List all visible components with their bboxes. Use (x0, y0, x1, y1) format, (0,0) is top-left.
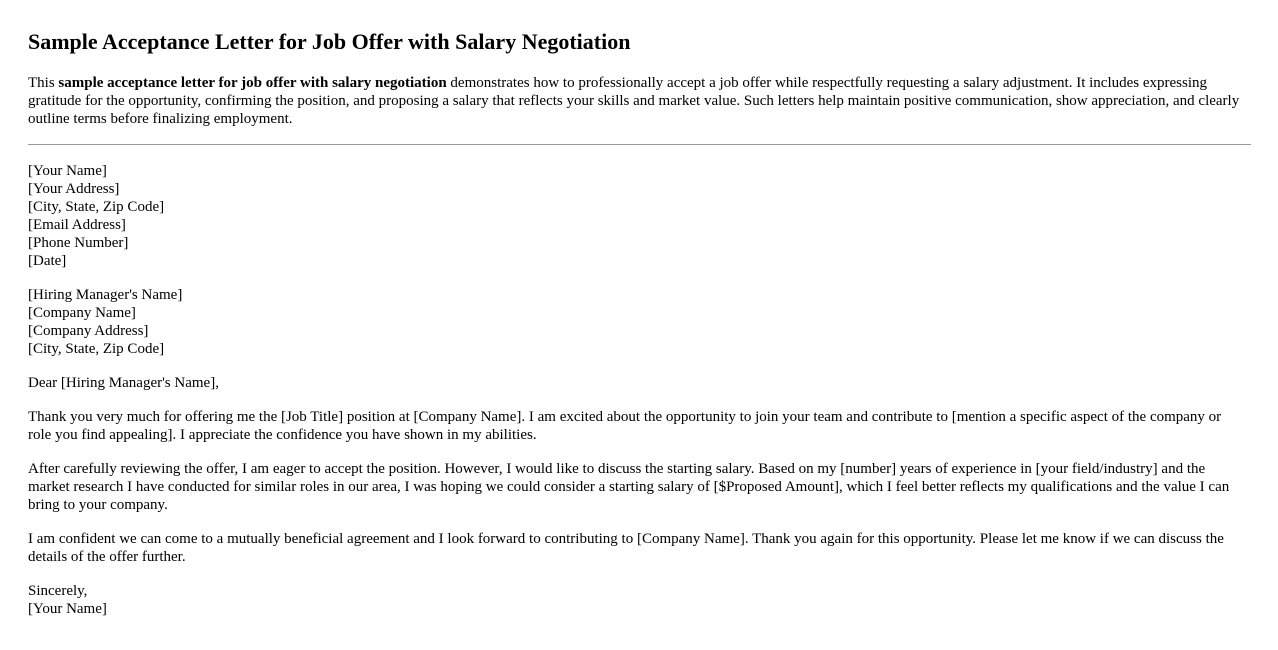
sender-phone: [Phone Number] (28, 235, 129, 251)
letter-paragraph-thanks: Thank you very much for offering me the [Job Title] position at [Company Name]. I am excited about the opportunity to join your team and contribute to [mention a specific aspect of the company or role you find appealing]. I appreciate the confidence you have shown in my abilities. (28, 409, 1222, 443)
intro-rest: demonstrates how to professionally accept a job offer while respectfully requesting a salary adjustment. It includes expressing gratitude for the opportunity, confirming the position, and proposing a salary that reflects your skills and market value. Such letters help maintain positive communication, show appreciation, and clearly outline terms before finalizing employment. (28, 75, 1240, 127)
sender-city-state-zip: [City, State, Zip Code] (28, 199, 165, 215)
recipient-company-address: [Company Address] (28, 323, 149, 339)
sender-email: [Email Address] (28, 217, 126, 233)
letter-paragraph-negotiation: After carefully reviewing the offer, I am eager to accept the position. However, I would like to discuss the starting salary. Based on my [number] years of experience in [your field/industry] and the market research I have conducted for similar roles in our area, I was hoping we could consider a starting salary of [$Proposed Amount], which I feel better reflects my qualifications and the value I can bring to your company. (28, 461, 1230, 513)
letter-body (28, 162, 1250, 618)
letter-paragraph-closing: I am confident we can come to a mutually beneficial agreement and I look forward to contributing to [Company Name]. Thank you again for this opportunity. Please let me know if we can discuss the details of the offer further. (28, 531, 1224, 565)
letter-date: [Date] (28, 253, 67, 269)
section-divider (28, 144, 1251, 145)
sender-address: [Your Address] (28, 181, 120, 197)
salutation: Dear [Hiring Manager's Name], (28, 375, 219, 391)
sender-address-block (28, 162, 1250, 270)
signature-name: [Your Name] (28, 601, 107, 617)
intro-bold-phrase: sample acceptance letter for job offer with salary negotiation (58, 75, 447, 91)
page-title: Sample Acceptance Letter for Job Offer with Salary Negotiation (28, 29, 631, 54)
recipient-city-state-zip: [City, State, Zip Code] (28, 341, 165, 357)
recipient-company-name: [Company Name] (28, 305, 136, 321)
sender-name: [Your Name] (28, 163, 107, 179)
intro-paragraph (28, 74, 1250, 128)
recipient-manager-name: [Hiring Manager's Name] (28, 287, 183, 303)
intro-prefix: This (28, 75, 59, 91)
closing-phrase: Sincerely, (28, 583, 88, 599)
recipient-address-block (28, 286, 1250, 358)
signoff-block (28, 582, 1250, 618)
